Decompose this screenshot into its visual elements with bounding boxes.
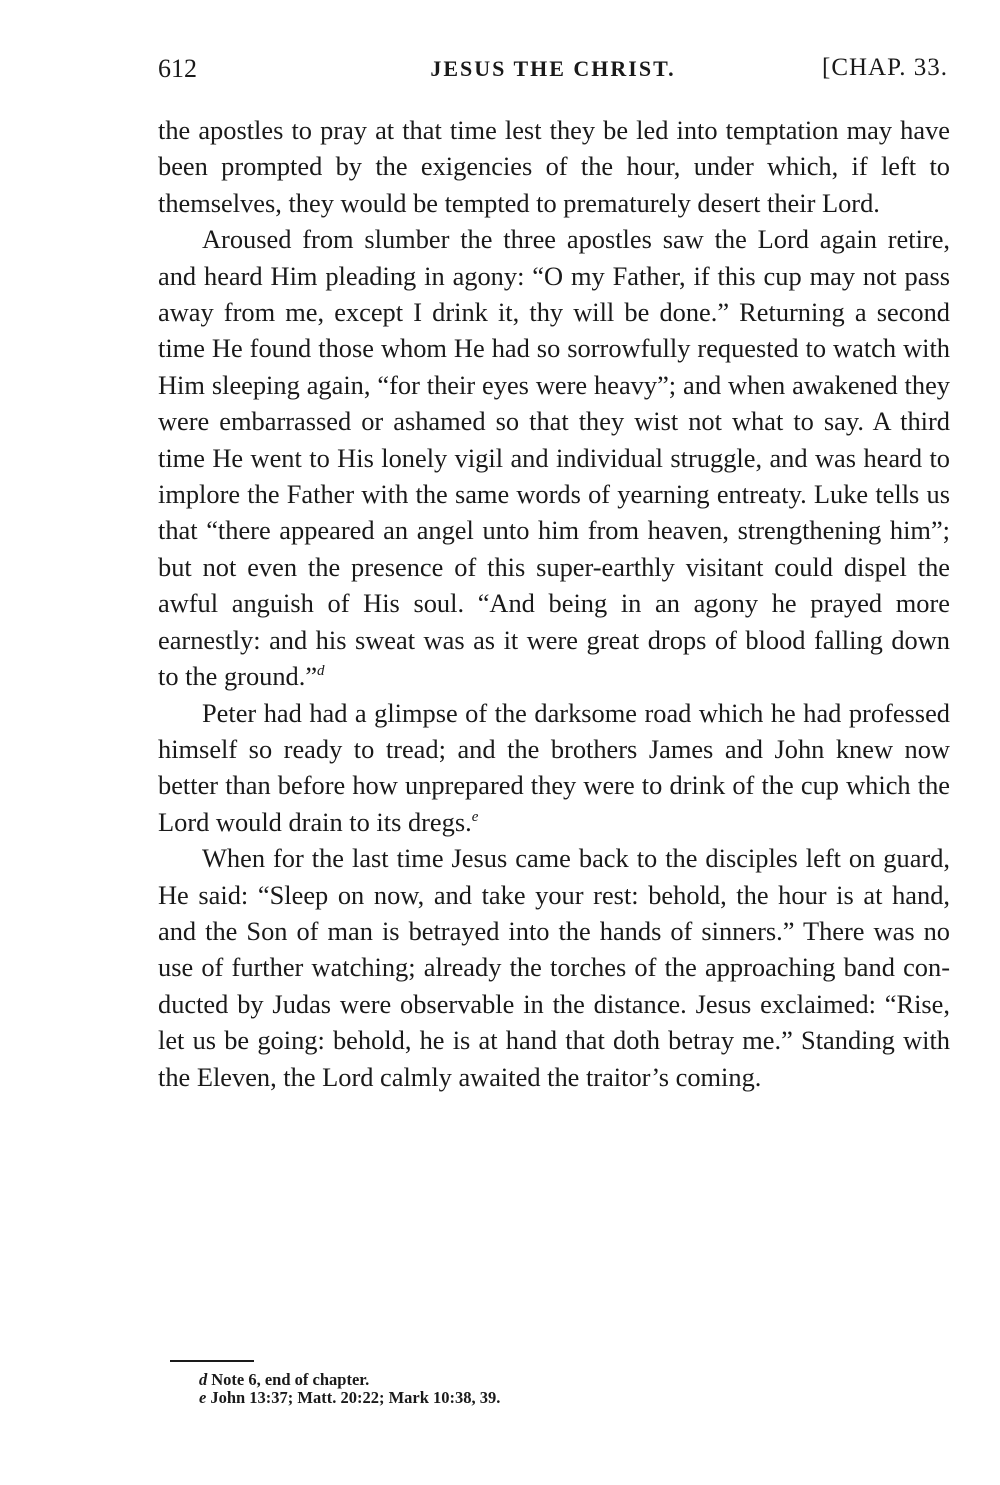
- paragraph-gethsemane-agony: [158, 221, 950, 694]
- footnote-text: John 13:37; Matt. 20:22; Mark 10:38, 39.: [210, 1388, 501, 1407]
- body-text: [158, 112, 950, 1095]
- footnote-marker-e[interactable]: e: [471, 808, 479, 825]
- paragraph-continued: [158, 112, 950, 221]
- page-number: 612: [158, 54, 197, 83]
- paragraph-text: the apostles to pray at that time lest they be led into temptation may have been prompted by the exigencies of the hour, under which, if left to themselves, they would be tempted to prematurely desert their Lord.: [158, 115, 950, 218]
- running-title: JESUS THE CHRIST.: [430, 56, 676, 81]
- footnotes: [199, 1371, 899, 1407]
- footnote-e: [199, 1389, 899, 1407]
- page-header: [158, 54, 948, 94]
- footnote-divider: [170, 1360, 254, 1362]
- footnote-d: [199, 1371, 899, 1389]
- paragraph-text: When for the last time Jesus came back to the disciples left on guard, He said: “Sleep on now, and take your rest: behold, the hour is at hand, and the Son of man is betrayed into the hands of sinners.” There was no use of further watching; already the torches of the approaching band conducted by Judas were observable in the distance. Jesus exclaimed: “Rise, let us be going: behold, he is at hand that doth betray me.” Standing with the Eleven, the Lord calmly awaited the traitor’s coming.: [158, 843, 950, 1092]
- paragraph-text: Aroused from slumber the three apostles saw the Lord again retire, and heard Him pleading in agony: “O my Father, if this cup may not pass away from me, except I drink it, thy will be done.” Returning a second time He found those whom He had so sorrowfully requested to watch with Him sleeping again, “for their eyes were heavy”; and when awakened they were embarrassed or ashamed so that they wist not what to say. A third time He went to His lonely vigil and individual struggle, and was heard to implore the Father with the same words of yearning entreaty. Luke tells us that “there appeared an angel unto him from heaven, strengthening him”; but not even the presence of this super-earthly visitant could dispel the awful anguish of His soul. “And being in an agony he prayed more earnestly: and his sweat was as it were great drops of blood falling down to the ground.”: [158, 224, 950, 692]
- paragraph-peter-glimpse: [158, 695, 950, 841]
- footnote-letter: d: [199, 1370, 208, 1389]
- chapter-reference: [CHAP. 33.: [822, 54, 948, 81]
- paragraph-last-return: [158, 840, 950, 1095]
- paragraph-text: Peter had had a glimpse of the darksome road which he had professed himself so ready to tread; and the brothers James and John knew now better than before how unprepared they were to drink of the cup which the Lord would drain to its dregs.: [158, 697, 950, 837]
- footnote-text: Note 6, end of chapter.: [211, 1370, 370, 1389]
- footnote-letter: e: [199, 1388, 207, 1407]
- footnote-marker-d[interactable]: d: [317, 663, 325, 680]
